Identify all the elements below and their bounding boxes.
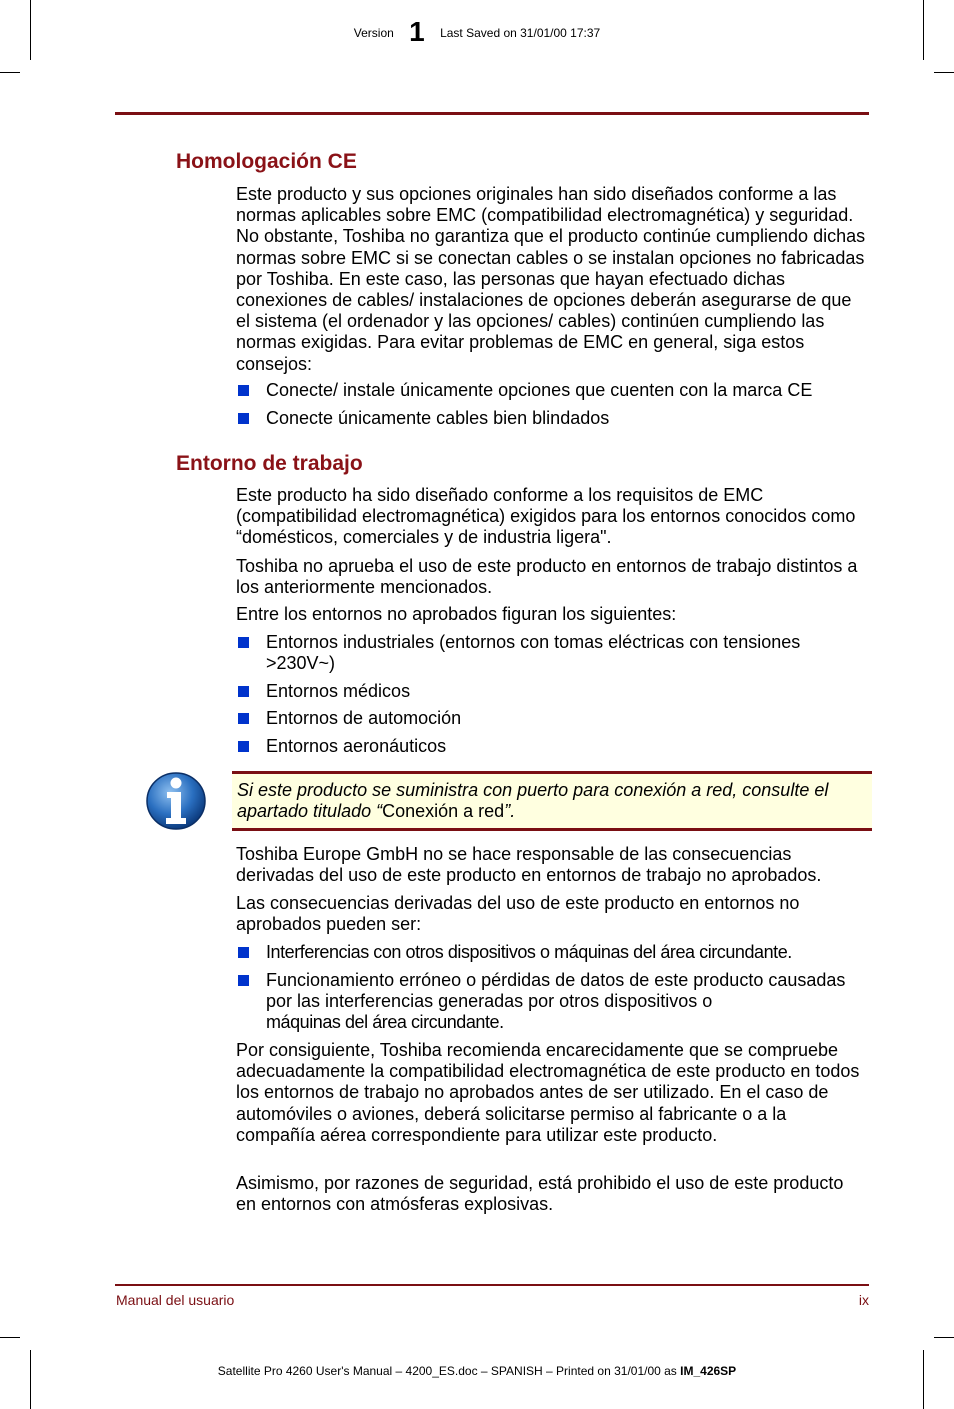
section2-paragraph-5: Las consecuencias derivadas del uso de este producto en entornos no aprobados pueden ser: [236, 893, 800, 935]
list-item-text: Conecte/ instale únicamente opciones que cuenten con la marca CE [266, 380, 813, 400]
list-item [236, 632, 868, 674]
list-item [236, 681, 868, 702]
section2-paragraph-4: Toshiba Europe GmbH no se hace responsable de las consecuencias derivadas del uso de este producto en entornos de trabajo no aprobados. [236, 844, 822, 886]
note-text [237, 780, 867, 822]
list-item [236, 708, 868, 729]
list-item [236, 970, 868, 1034]
bullet-square-icon [238, 713, 249, 724]
note-text-part: Si este producto se suministra con puerto para conexión a red, consulte el apartado titulado “ [237, 780, 829, 822]
list-item-text: Entornos médicos [266, 681, 411, 701]
section-title-entorno: Entorno de trabajo [176, 452, 363, 475]
version-header [0, 18, 954, 47]
list-item [236, 408, 868, 429]
crop-mark [30, 1350, 31, 1409]
list-item [236, 736, 868, 757]
footer-manual-title: Manual del usuario [116, 1292, 235, 1308]
section-title-homologacion: Homologación CE [176, 150, 357, 173]
section2-paragraph-7: Asimismo, por razones de seguridad, está prohibido el uso de este producto en entornos con atmósferas explosivas. [236, 1173, 844, 1215]
section2-paragraph-2: Toshiba no aprueba el uso de este producto en entornos de trabajo distintos a los anteriormente mencionados. [236, 556, 858, 598]
list-item-text-continued: máquinas del área circundante. [266, 1012, 504, 1033]
list-item-text: Interferencias con otros dispositivos o máquinas del área circundante. [266, 942, 792, 962]
note-text-part: ”. [504, 801, 516, 822]
bullet-square-icon [238, 686, 249, 697]
version-number: 1 [409, 16, 425, 47]
note-link-text: Conexión a red [382, 801, 505, 822]
crop-mark [934, 72, 954, 73]
page-number: ix [858, 1292, 869, 1308]
section1-paragraph: Este producto y sus opciones originales han sido diseñados conforme a las normas aplicables sobre EMC (compatibilidad electromagnética) y seguridad. No obstante, Toshiba no garantiza que el producto continúe cumpliendo dichas normas sobre EMC si se conectan cables o se instalan opciones no fabricadas por Toshiba. En este caso, las personas que hayan efectuado dichas conexiones de cables/ instalaciones de opciones deberán asegurarse de que el sistema (el ordenador y las opciones/ cables) continúen cumpliendo las normas exigidas. Para evitar problemas de EMC en general, siga estos consejos: [236, 184, 866, 374]
list-item [236, 942, 868, 963]
list-item-text: Entornos de automoción [266, 708, 462, 728]
crop-mark [0, 72, 20, 73]
list-item-text: Entornos aeronáuticos [266, 736, 447, 756]
section2-paragraph-1: Este producto ha sido diseñado conforme a los requisitos de EMC (compatibilidad electromagnética) exigidos para los entornos conocidos como “domésticos, comerciales y de industria ligera". [236, 485, 856, 548]
print-line: Satellite Pro 4260 User's Manual – 4200_ES.doc – SPANISH – Printed on 31/01/00 as [217, 1364, 677, 1378]
version-label: Version [353, 26, 394, 40]
bottom-rule [115, 1284, 869, 1286]
bullet-square-icon [238, 741, 249, 752]
print-footer [0, 1364, 954, 1378]
bullet-square-icon [238, 637, 249, 648]
last-saved: Last Saved on 31/01/00 17:37 [440, 26, 601, 40]
section2-paragraph-6: Por consiguiente, Toshiba recomienda encarecidamente que se compruebe adecuadamente la compatibilidad electromagnética de este producto en todos los entornos de trabajo no aprobados antes de ser utilizado. En el caso de automóviles o aviones, deberá solicitarse permiso al fabricante o a la compañía aérea correspondiente para utilizar este producto. [236, 1040, 860, 1145]
info-icon [144, 770, 208, 832]
list-item [236, 380, 868, 401]
crop-mark [0, 1337, 20, 1338]
doc-code: IM_426SP [680, 1364, 737, 1378]
top-rule [115, 112, 869, 115]
crop-mark [923, 1350, 924, 1409]
bullet-square-icon [238, 413, 249, 424]
section2-paragraph-3: Entre los entornos no aprobados figuran los siguientes: [236, 604, 677, 624]
bullet-square-icon [238, 975, 249, 986]
crop-mark [934, 1337, 954, 1338]
list-item-text: Funcionamiento erróneo o pérdidas de datos de este producto causadas por las interferencias generadas por otros dispositivos o [266, 970, 846, 1012]
bullet-square-icon [238, 385, 249, 396]
list-item-text: Conecte únicamente cables bien blindados [266, 408, 610, 428]
info-note [232, 771, 872, 831]
bullet-square-icon [238, 947, 249, 958]
list-item-text: Entornos industriales (entornos con tomas eléctricas con tensiones >230V~) [266, 632, 801, 674]
